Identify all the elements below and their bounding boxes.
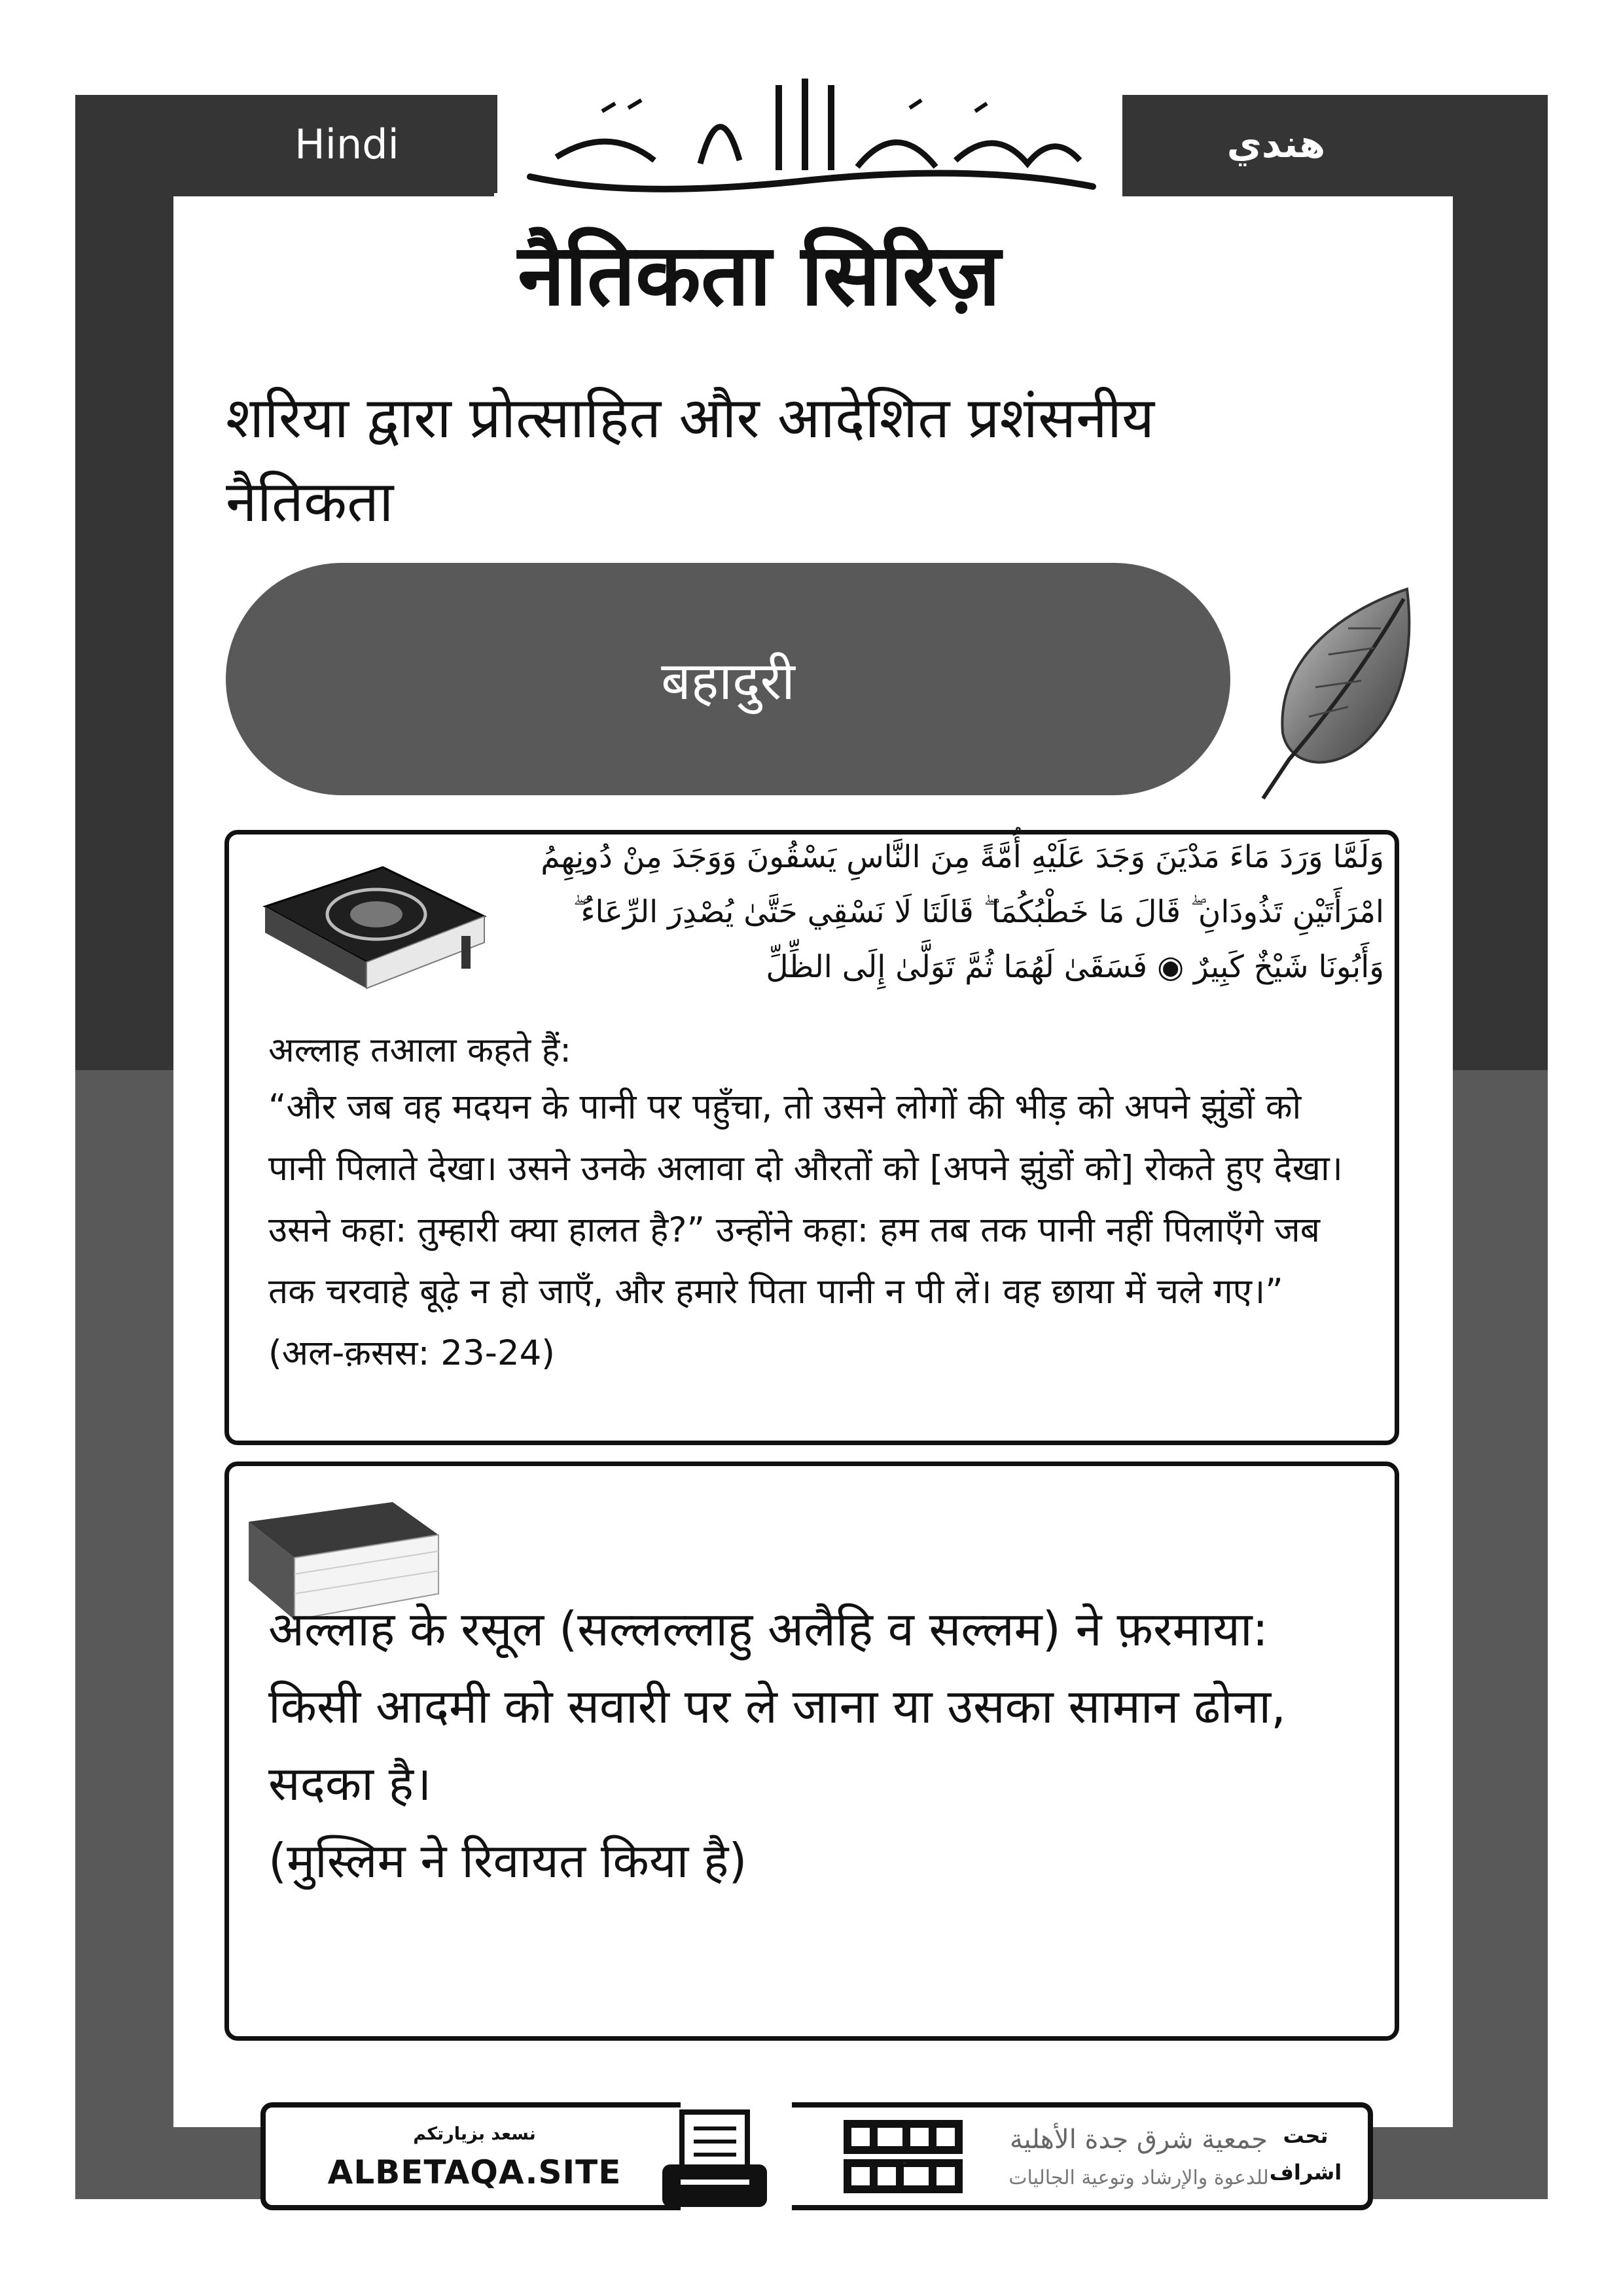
site-link[interactable]: ALBETAQA.SITE (327, 2153, 622, 2191)
series-subtitle: शरिया द्वारा प्रोत्साहित और आदेशित प्रशंसनीय नैतिकता (226, 386, 1155, 535)
topic-banner (226, 563, 1230, 795)
dawah-logo (834, 2111, 972, 2202)
quran-translation: “और जब वह मदयन के पानी पर पहुँचा, तो उसने लोगों की भीड़ को अपने झुंडों को पानी पिलाते देखा। उसने उनके अलावा दो औरतों को [अपने झुंडों को] रोकते हुए देखा। उसने कहा: तुम्हारी क्या हालत है?” उन्होंने कहा: हम तब तक पानी नहीं पिलाएँगे जब तक चरवाहे बूढ़े न हो जाएँ, और हमारे पिता पानी न पी लें। वह छाया में चले गए।” (अल-क़सस: 23-24) (268, 1087, 1343, 1373)
printer-icon[interactable] (654, 2102, 851, 2214)
visit-label: نسعد بزيارتكم (413, 2124, 536, 2144)
leaf-icon (1250, 583, 1420, 805)
supervised-by-label: تحت اشراف (1269, 2123, 1342, 2185)
language-tab-hindi: Hindi (196, 95, 497, 193)
arabic-quran-verse: وَلَمَّا وَرَدَ مَاءَ مَدْيَنَ وَجَدَ عَلَيْهِ أُمَّةً مِنَ النَّاسِ يَسْقُونَ وَوَجَدَ مِنْ دُونِهِمُ امْرَأَتَيْنِ تَذُودَانِ ۖ قَالَ مَا خَطْبُكُمَا ۖ قَالَتَا لَا نَسْقِي حَتَّىٰ يُصْدِرَ الرِّعَاءُ ۖ وَأَبُونَا شَيْخٌ كَبِيرٌ ◉ فَسَقَىٰ لَهُمَا ثُمَّ تَوَلَّىٰ إِلَى الظِّلِّ (541, 839, 1384, 985)
org-name: جمعية شرق جدة الأهلية (1010, 2125, 1268, 2155)
language-tab-arabic: هندي (1126, 95, 1427, 193)
hadith-body: किसी आदमी को सवारी पर ले जाना या उसका सामान ढोना, सदका है। (268, 1679, 1287, 1811)
series-title: नैतिकता सिरिज़ (518, 225, 1001, 325)
org-subtitle: للدعوة والإرشاد وتوعية الجاليات (1008, 2166, 1269, 2189)
association-logo (998, 2109, 1279, 2200)
hadith-intro: अल्लाह के रसूल (सल्लल्लाहु अलैहि व सल्लम) ने फ़रमाया: (268, 1602, 1268, 1657)
dawah-logo-text: دعوة الورقة (903, 2163, 906, 2164)
quran-intro: अल्लाह तआला कहते हैं: (268, 1031, 571, 1070)
quran-book-icon (252, 854, 494, 1005)
topic-label: बहादुरी (661, 651, 795, 711)
bismillah-calligraphy (504, 46, 1113, 203)
hadith-source: (मुस्लिम ने रिवायत किया है) (268, 1833, 747, 1888)
hadith-text (268, 1590, 1381, 1899)
